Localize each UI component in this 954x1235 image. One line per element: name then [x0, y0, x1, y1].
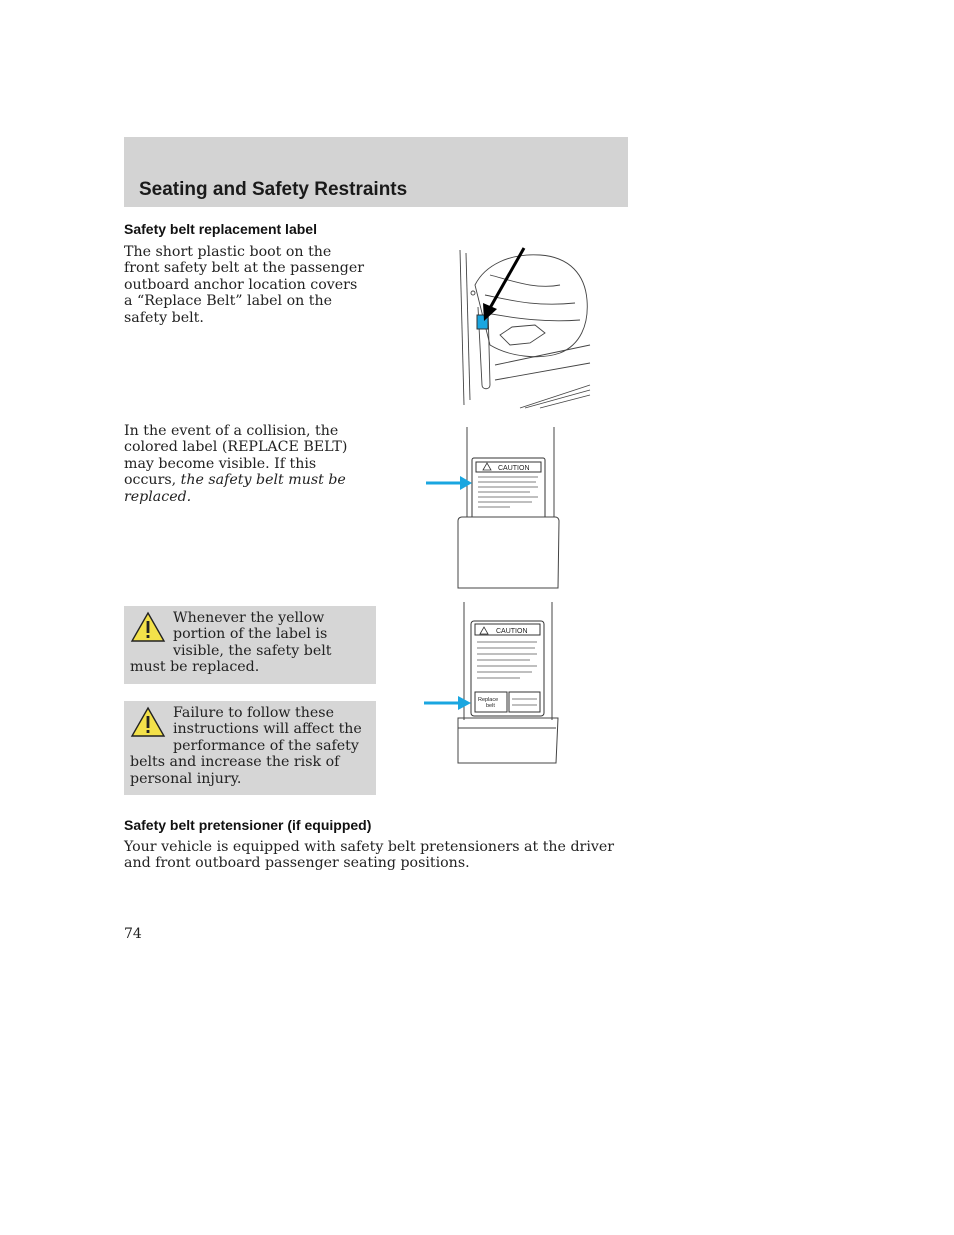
paragraph-collision: [124, 423, 369, 505]
warning-triangle-icon: [130, 610, 166, 644]
replace-label-line2: belt: [486, 703, 495, 709]
warning-box-yellow-label: [124, 606, 376, 684]
collision-text: In the event of a collision, the colored label (REPLACE BELT) may become visible. If this occurs,: [124, 423, 348, 489]
warning-text: Whenever the yellow portion of the label is visible, the safety belt must be replaced.: [130, 610, 332, 676]
caution-label-text: CAUTION: [498, 465, 530, 472]
caution-label-text: CAUTION: [496, 628, 528, 635]
paragraph-boot-label: The short plastic boot on the front safety belt at the passenger outboard anchor location covers a “Replace Belt” label on the safety belt.: [124, 244, 365, 326]
seat-belt-boot-illustration: [450, 245, 595, 410]
warning-text: Failure to follow these instructions will affect the performance of the safety belts and increase the risk of personal injury.: [130, 705, 362, 787]
page-number: 74: [124, 926, 142, 942]
section-header-band: [124, 137, 628, 207]
belt-label-full-illustration: [420, 600, 570, 770]
heading-pretensioner: Safety belt pretensioner (if equipped): [124, 817, 372, 833]
replace-label-line1: Replace: [478, 697, 499, 703]
collision-emphasis: the safety belt must be replaced.: [124, 472, 346, 505]
section-title: Seating and Safety Restraints: [139, 179, 408, 200]
belt-label-partial-illustration: [420, 425, 570, 592]
heading-replacement-label: Safety belt replacement label: [124, 221, 317, 237]
warning-triangle-icon: [130, 705, 166, 739]
warning-box-failure: [124, 701, 376, 795]
paragraph-pretensioner: Your vehicle is equipped with safety belt pretensioners at the driver and front outboard passenger seating positions.: [124, 839, 615, 872]
